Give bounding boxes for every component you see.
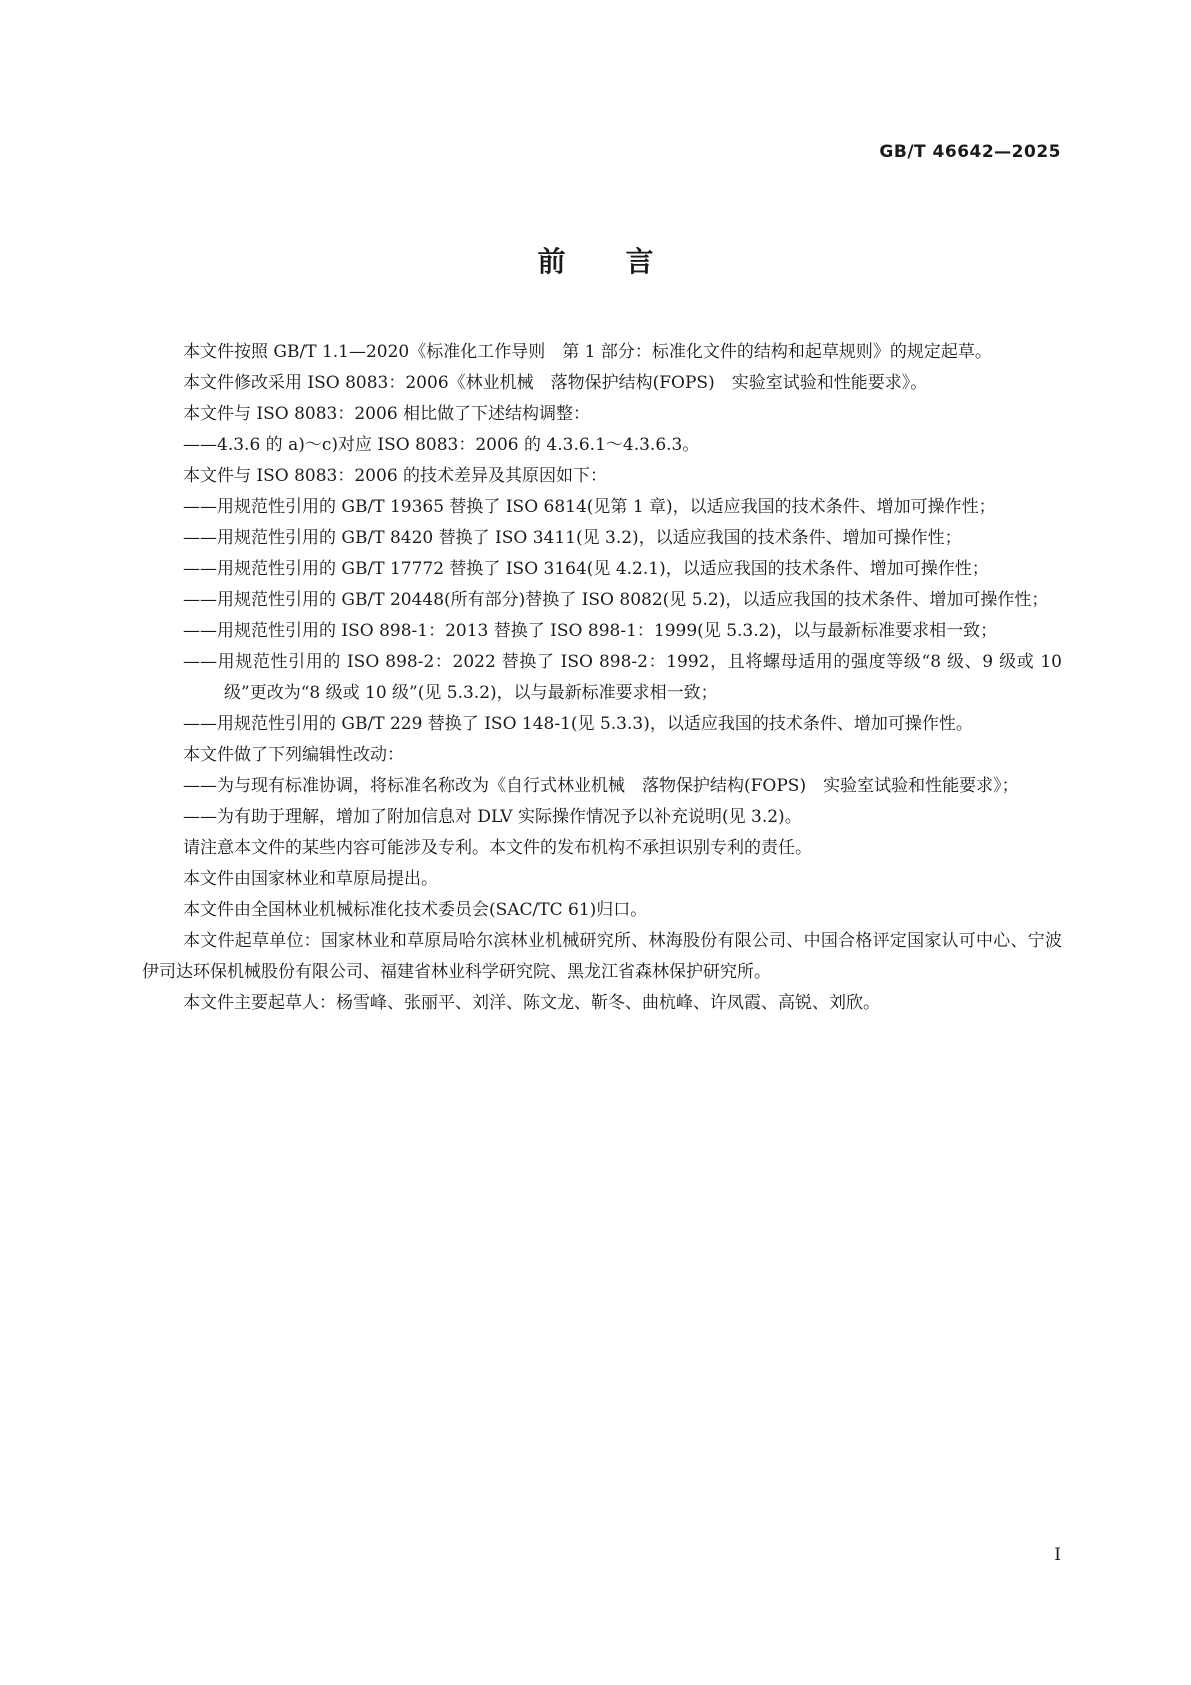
standard-number: GB/T 46642—2025 [879,142,1061,162]
paragraph: 请注意本文件的某些内容可能涉及专利。本文件的发布机构不承担识别专利的责任。 [183,838,812,858]
list-item: ——4.3.6 的 a)～c)对应 ISO 8083：2006 的 4.3.6.1～4.3.6.3。 [183,435,700,455]
foreword-body [142,337,1062,1019]
paragraph: 本文件做了下列编辑性改动： [183,745,404,765]
paragraph: 本文件与 ISO 8083：2006 的技术差异及其原因如下： [183,466,608,486]
page-number: I [1054,1545,1061,1565]
list-item: ——为有助于理解，增加了附加信息对 DLV 实际操作情况予以补充说明(见 3.2)。 [183,807,802,827]
list-item: ——用规范性引用的 ISO 898-1：2013 替换了 ISO 898-1：1999(见 5.3.2)，以与最新标准要求相一致； [183,621,998,641]
list-item: ——用规范性引用的 GB/T 8420 替换了 ISO 3411(见 3.2)，以适应我国的技术条件、增加可操作性； [183,528,962,548]
list-item: ——为与现有标准协调，将标准名称改为《自行式林业机械 落物保护结构(FOPS) 实验室试验和性能要求》； [183,776,1019,796]
list-item: ——用规范性引用的 GB/T 19365 替换了 ISO 6814(见第 1 章)，以适应我国的技术条件、增加可操作性； [183,497,996,517]
paragraph: 本文件由国家林业和草原局提出。 [183,869,438,889]
list-item: ——用规范性引用的 GB/T 229 替换了 ISO 148-1(见 5.3.3)，以适应我国的技术条件、增加可操作性。 [183,714,973,734]
list-item: ——用规范性引用的 GB/T 17772 替换了 ISO 3164(见 4.2.1)，以适应我国的技术条件、增加可操作性； [183,559,989,579]
paragraph: 本文件与 ISO 8083：2006 相比做了下述结构调整： [183,404,591,424]
paragraph: 本文件按照 GB/T 1.1—2020《标准化工作导则 第 1 部分：标准化文件的结构和起草规则》的规定起草。 [183,342,992,362]
paragraph: 本文件主要起草人：杨雪峰、张丽平、刘洋、陈文龙、靳冬、曲杭峰、许凤霞、高锐、刘欣。 [183,993,880,1013]
page-title: 前言 [537,245,714,278]
list-item: ——用规范性引用的 GB/T 20448(所有部分)替换了 ISO 8082(见 5.2)，以适应我国的技术条件、增加可操作性； [183,590,1049,610]
paragraph: 本文件修改采用 ISO 8083：2006《林业机械 落物保护结构(FOPS) 实验室试验和性能要求》。 [183,373,928,393]
paragraph: 本文件由全国林业机械标准化技术委员会(SAC/TC 61)归口。 [183,900,648,920]
list-item: ——用规范性引用的 ISO 898-2：2022 替换了 ISO 898-2：1992，且将螺母适用的强度等级“8 级、9 级或 10 级”更改为“8 级或 10 级”(见 5.3.2)，以与最新标准要求相一致； [183,652,1062,703]
paragraph: 本文件起草单位：国家林业和草原局哈尔滨林业机械研究所、林海股份有限公司、中国合格评定国家认可中心、宁波伊司达环保机械股份有限公司、福建省林业科学研究院、黑龙江省森林保护研究所。 [142,931,1062,982]
